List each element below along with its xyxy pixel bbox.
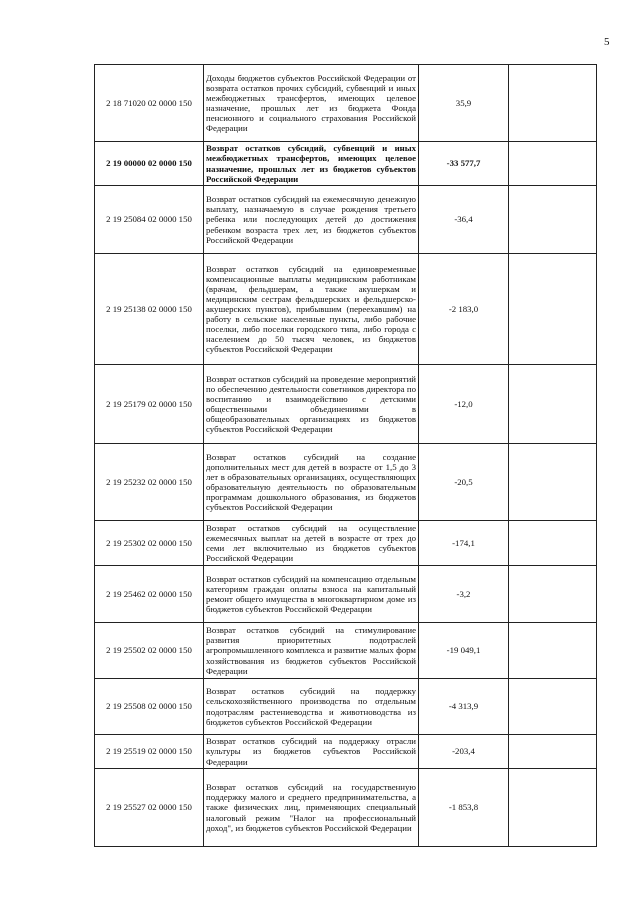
- budget-code: 2 19 25302 02 0000 150: [95, 521, 204, 566]
- table-row: [95, 365, 597, 444]
- empty-cell: [509, 769, 597, 847]
- table-row: [95, 735, 597, 769]
- budget-code: 2 19 25179 02 0000 150: [95, 365, 204, 444]
- budget-code: 2 18 71020 02 0000 150: [95, 65, 204, 142]
- empty-cell: [509, 566, 597, 623]
- empty-cell: [509, 679, 597, 735]
- table-row: [95, 769, 597, 847]
- empty-cell: [509, 735, 597, 769]
- table-row: [95, 679, 597, 735]
- row-description: Возврат остатков субсидий на ежемесячную денежную выплату, назначаемую в случае рождения третьего ребенка или последующих детей до достижения ребенком возраста трех лет, из бюджетов субъектов Российской Федерации: [204, 186, 419, 254]
- empty-cell: [509, 254, 597, 365]
- row-description: Возврат остатков субсидий на осуществление ежемесячных выплат на детей в возрасте от трех до семи лет включительно из бюджетов субъектов Российской Федерации: [204, 521, 419, 566]
- amount-value: -174,1: [419, 521, 509, 566]
- empty-cell: [509, 365, 597, 444]
- table-row: [95, 444, 597, 521]
- row-description: Возврат остатков субсидий на создание дополнительных мест для детей в возрасте от 1,5 до 3 лет в образовательных организациях, осуществляющих образовательную деятельность по образовательным программам дошкольного образования, из бюджетов субъектов Российской Федерации: [204, 444, 419, 521]
- amount-value: 35,9: [419, 65, 509, 142]
- amount-value: -4 313,9: [419, 679, 509, 735]
- amount-value: -33 577,7: [419, 142, 509, 186]
- budget-code: 2 19 25502 02 0000 150: [95, 623, 204, 679]
- amount-value: -20,5: [419, 444, 509, 521]
- revenue-table: [94, 64, 597, 847]
- table-row: [95, 65, 597, 142]
- amount-value: -3,2: [419, 566, 509, 623]
- table-row: [95, 566, 597, 623]
- row-description: Возврат остатков субсидий на государственную поддержку малого и среднего предпринимательства, а также физических лиц, применяющих специальный налоговый режим "Налог на профессиональный доход", из бюджетов субъектов Российской Федерации: [204, 769, 419, 847]
- amount-value: -19 049,1: [419, 623, 509, 679]
- page-number: 5: [604, 36, 610, 48]
- row-description: Возврат остатков субсидий на поддержку сельскохозяйственного производства по отдельным подотраслям растениеводства и животноводства из бюджетов субъектов Российской Федерации: [204, 679, 419, 735]
- row-description: Возврат остатков субсидий на единовременные компенсационные выплаты медицинским работникам (врачам, фельдшерам, а также акушеркам и медицинским сестрам фельдшерских и фельдшерско-акушерских пунктов), прибывшим (переехавшим) на работу в сельские населенные пункты, либо рабочие поселки, либо поселки городского типа, либо города с населением до 50 тысяч человек, из бюджетов субъектов Российской Федерации: [204, 254, 419, 365]
- row-description: Возврат остатков субсидий на стимулирование развития приоритетных подотраслей агропромышленного комплекса и развитие малых форм хозяйствования из бюджетов субъектов Российской Федерации: [204, 623, 419, 679]
- budget-code: 2 19 25138 02 0000 150: [95, 254, 204, 365]
- empty-cell: [509, 186, 597, 254]
- amount-value: -2 183,0: [419, 254, 509, 365]
- amount-value: -1 853,8: [419, 769, 509, 847]
- table-row: [95, 521, 597, 566]
- amount-value: -203,4: [419, 735, 509, 769]
- budget-code: 2 19 25084 02 0000 150: [95, 186, 204, 254]
- row-description: Доходы бюджетов субъектов Российской Федерации от возврата остатков прочих субсидий, субвенций и иных межбюджетных трансфертов, имеющих целевое назначение, прошлых лет из бюджета Фонда пенсионного и социального страхования Российской Федерации: [204, 65, 419, 142]
- row-description: Возврат остатков субсидий на поддержку отрасли культуры из бюджетов субъектов Российской Федерации: [204, 735, 419, 769]
- row-description: Возврат остатков субсидий на компенсацию отдельным категориям граждан оплаты взноса на капитальный ремонт общего имущества в многоквартирном доме из бюджетов субъектов Российской Федерации: [204, 566, 419, 623]
- empty-cell: [509, 142, 597, 186]
- budget-code: 2 19 25462 02 0000 150: [95, 566, 204, 623]
- budget-code: 2 19 25527 02 0000 150: [95, 769, 204, 847]
- budget-code: 2 19 25508 02 0000 150: [95, 679, 204, 735]
- budget-code: 2 19 25232 02 0000 150: [95, 444, 204, 521]
- amount-value: -12,0: [419, 365, 509, 444]
- empty-cell: [509, 65, 597, 142]
- table-row: [95, 254, 597, 365]
- table-row: [95, 623, 597, 679]
- empty-cell: [509, 444, 597, 521]
- empty-cell: [509, 521, 597, 566]
- row-description: Возврат остатков субсидий, субвенций и иных межбюджетных трансфертов, имеющих целевое назначение, прошлых лет из бюджетов субъектов Российской Федерации: [204, 142, 419, 186]
- amount-value: -36,4: [419, 186, 509, 254]
- budget-code: 2 19 25519 02 0000 150: [95, 735, 204, 769]
- row-description: Возврат остатков субсидий на проведение мероприятий по обеспечению деятельности советников директора по воспитанию и взаимодействию с детскими общественными объединениями в общеобразовательных организациях из бюджетов субъектов Российской Федерации: [204, 365, 419, 444]
- empty-cell: [509, 623, 597, 679]
- budget-code: 2 19 00000 02 0000 150: [95, 142, 204, 186]
- table-row: [95, 186, 597, 254]
- table-row: [95, 142, 597, 186]
